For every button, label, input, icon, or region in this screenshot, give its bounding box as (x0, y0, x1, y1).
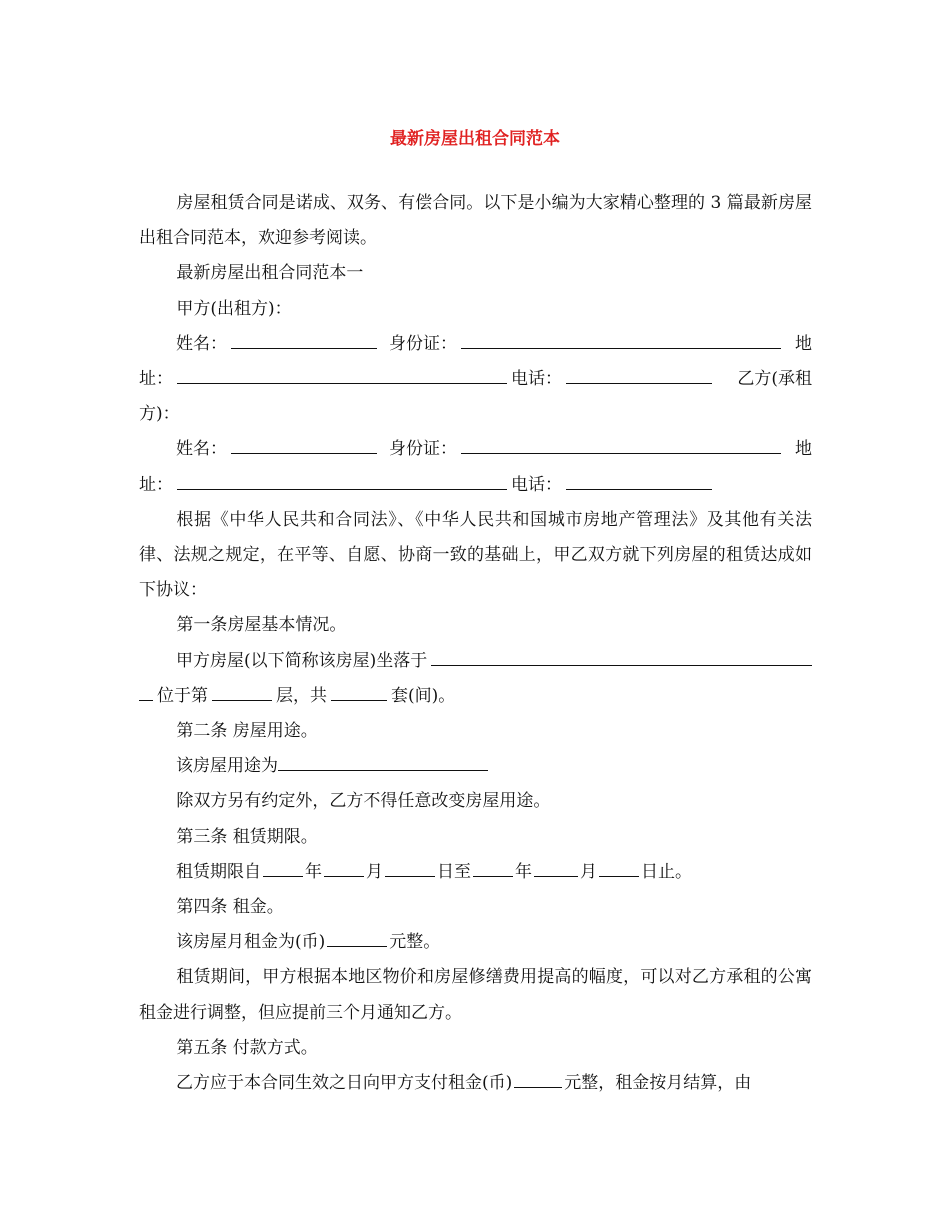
floor-blank (212, 699, 272, 701)
use-blank (278, 769, 488, 771)
party-a-heading: 甲方(出租方)： (176, 298, 292, 319)
article-2-text: 该房屋用途为 (176, 756, 278, 777)
intro-paragraph: 房屋租赁合同是诺成、双务、有偿合同。以下是小编为大家精心整理的 3 篇最新房屋出租合同范本，欢迎参考阅读。 (139, 193, 812, 249)
article-3-title: 第三条 租赁期限。 (176, 826, 318, 847)
party-a-name-id-line (139, 327, 812, 362)
start-year-blank (263, 875, 303, 877)
phone-label: 电话： (511, 474, 562, 495)
article-1-title: 第一条房屋基本情况。 (176, 615, 347, 636)
month-label: 月 (366, 861, 383, 882)
article-1-location-line (139, 644, 812, 679)
phone-label: 电话： (511, 369, 562, 390)
article-5-title: 第五条 付款方式。 (176, 1037, 318, 1058)
id-label: 身份证： (389, 333, 457, 354)
name-blank (231, 347, 377, 349)
end-month-blank (534, 875, 578, 877)
document-body (139, 186, 812, 1101)
units-blank (331, 699, 387, 701)
article-4-rent-line (139, 925, 812, 960)
party-b-name-id-line (139, 432, 812, 467)
term-start-label: 租赁期限自 (176, 861, 261, 882)
address-blank (177, 488, 507, 490)
year-label: 年 (305, 861, 322, 882)
floor-label: 位于第 (157, 685, 208, 706)
article-5-payment-line (139, 1066, 812, 1101)
legal-basis-paragraph: 根据《中华人民共和合同法》、《中华人民共和国城市房地产管理法》及其他有关法律、法规之规定，在平等、自愿、协商一致的基础上，甲乙双方就下列房屋的租赁达成如下协议： (139, 509, 812, 601)
rent-label: 该房屋月租金为(币) (176, 932, 326, 953)
end-year-blank (473, 875, 513, 877)
end-day-blank (599, 875, 639, 877)
article-2-use-line (139, 749, 812, 784)
name-label: 姓名： (176, 333, 227, 354)
start-day-blank (385, 875, 435, 877)
phone-blank (566, 488, 712, 490)
party-a-address-phone-line (139, 362, 812, 397)
location-blank (431, 664, 812, 666)
id-blank (461, 347, 781, 349)
payment-label: 乙方应于本合同生效之日向甲方支付租金(币) (176, 1073, 513, 1094)
phone-blank (566, 382, 712, 384)
id-blank (461, 452, 781, 454)
rent-suffix: 元整。 (389, 932, 441, 953)
address-label-part2: 址： (139, 369, 173, 390)
month-label: 月 (580, 861, 597, 882)
address-blank (177, 382, 507, 384)
rent-adjustment-paragraph: 租赁期间，甲方根据本地区物价和房屋修缮费用提高的幅度，可以对乙方承租的公寓租金进行调整，但应提前三个月通知乙方。 (139, 967, 812, 1023)
article-1-text: 甲方房屋(以下简称该房屋)坐落于 (176, 650, 428, 671)
units-label: 层，共 (276, 685, 327, 706)
day-to-label: 日至 (437, 861, 471, 882)
article-4-title: 第四条 租金。 (176, 897, 284, 918)
document-title: 最新房屋出租合同范本 (390, 129, 560, 149)
article-2-note: 除双方另有约定外，乙方不得任意改变房屋用途。 (176, 791, 551, 812)
party-b-address-phone-line (139, 468, 812, 503)
party-b-heading-part2: 方)： (139, 404, 180, 425)
address-label-part1: 地 (795, 333, 812, 354)
article-1-floor-line (139, 679, 812, 714)
start-month-blank (324, 875, 364, 877)
year-label: 年 (515, 861, 532, 882)
article-2-title: 第二条 房屋用途。 (176, 721, 318, 742)
units-suffix: 套(间)。 (391, 685, 456, 706)
payment-blank (514, 1086, 562, 1088)
location-blank-cont (139, 699, 153, 701)
id-label: 身份证： (389, 439, 457, 460)
party-b-heading-part1: 乙方(承租 (737, 369, 812, 390)
name-blank (231, 452, 377, 454)
article-3-term-line (139, 855, 812, 890)
party-b-heading-line (139, 397, 812, 432)
address-label-part1: 地 (795, 439, 812, 460)
rent-blank (327, 945, 387, 947)
address-label-part2: 址： (139, 474, 173, 495)
name-label: 姓名： (176, 439, 227, 460)
term-end-label: 日止。 (641, 861, 692, 882)
section-1-title: 最新房屋出租合同范本一 (176, 263, 364, 284)
payment-suffix: 元整，租金按月结算，由 (564, 1073, 752, 1094)
